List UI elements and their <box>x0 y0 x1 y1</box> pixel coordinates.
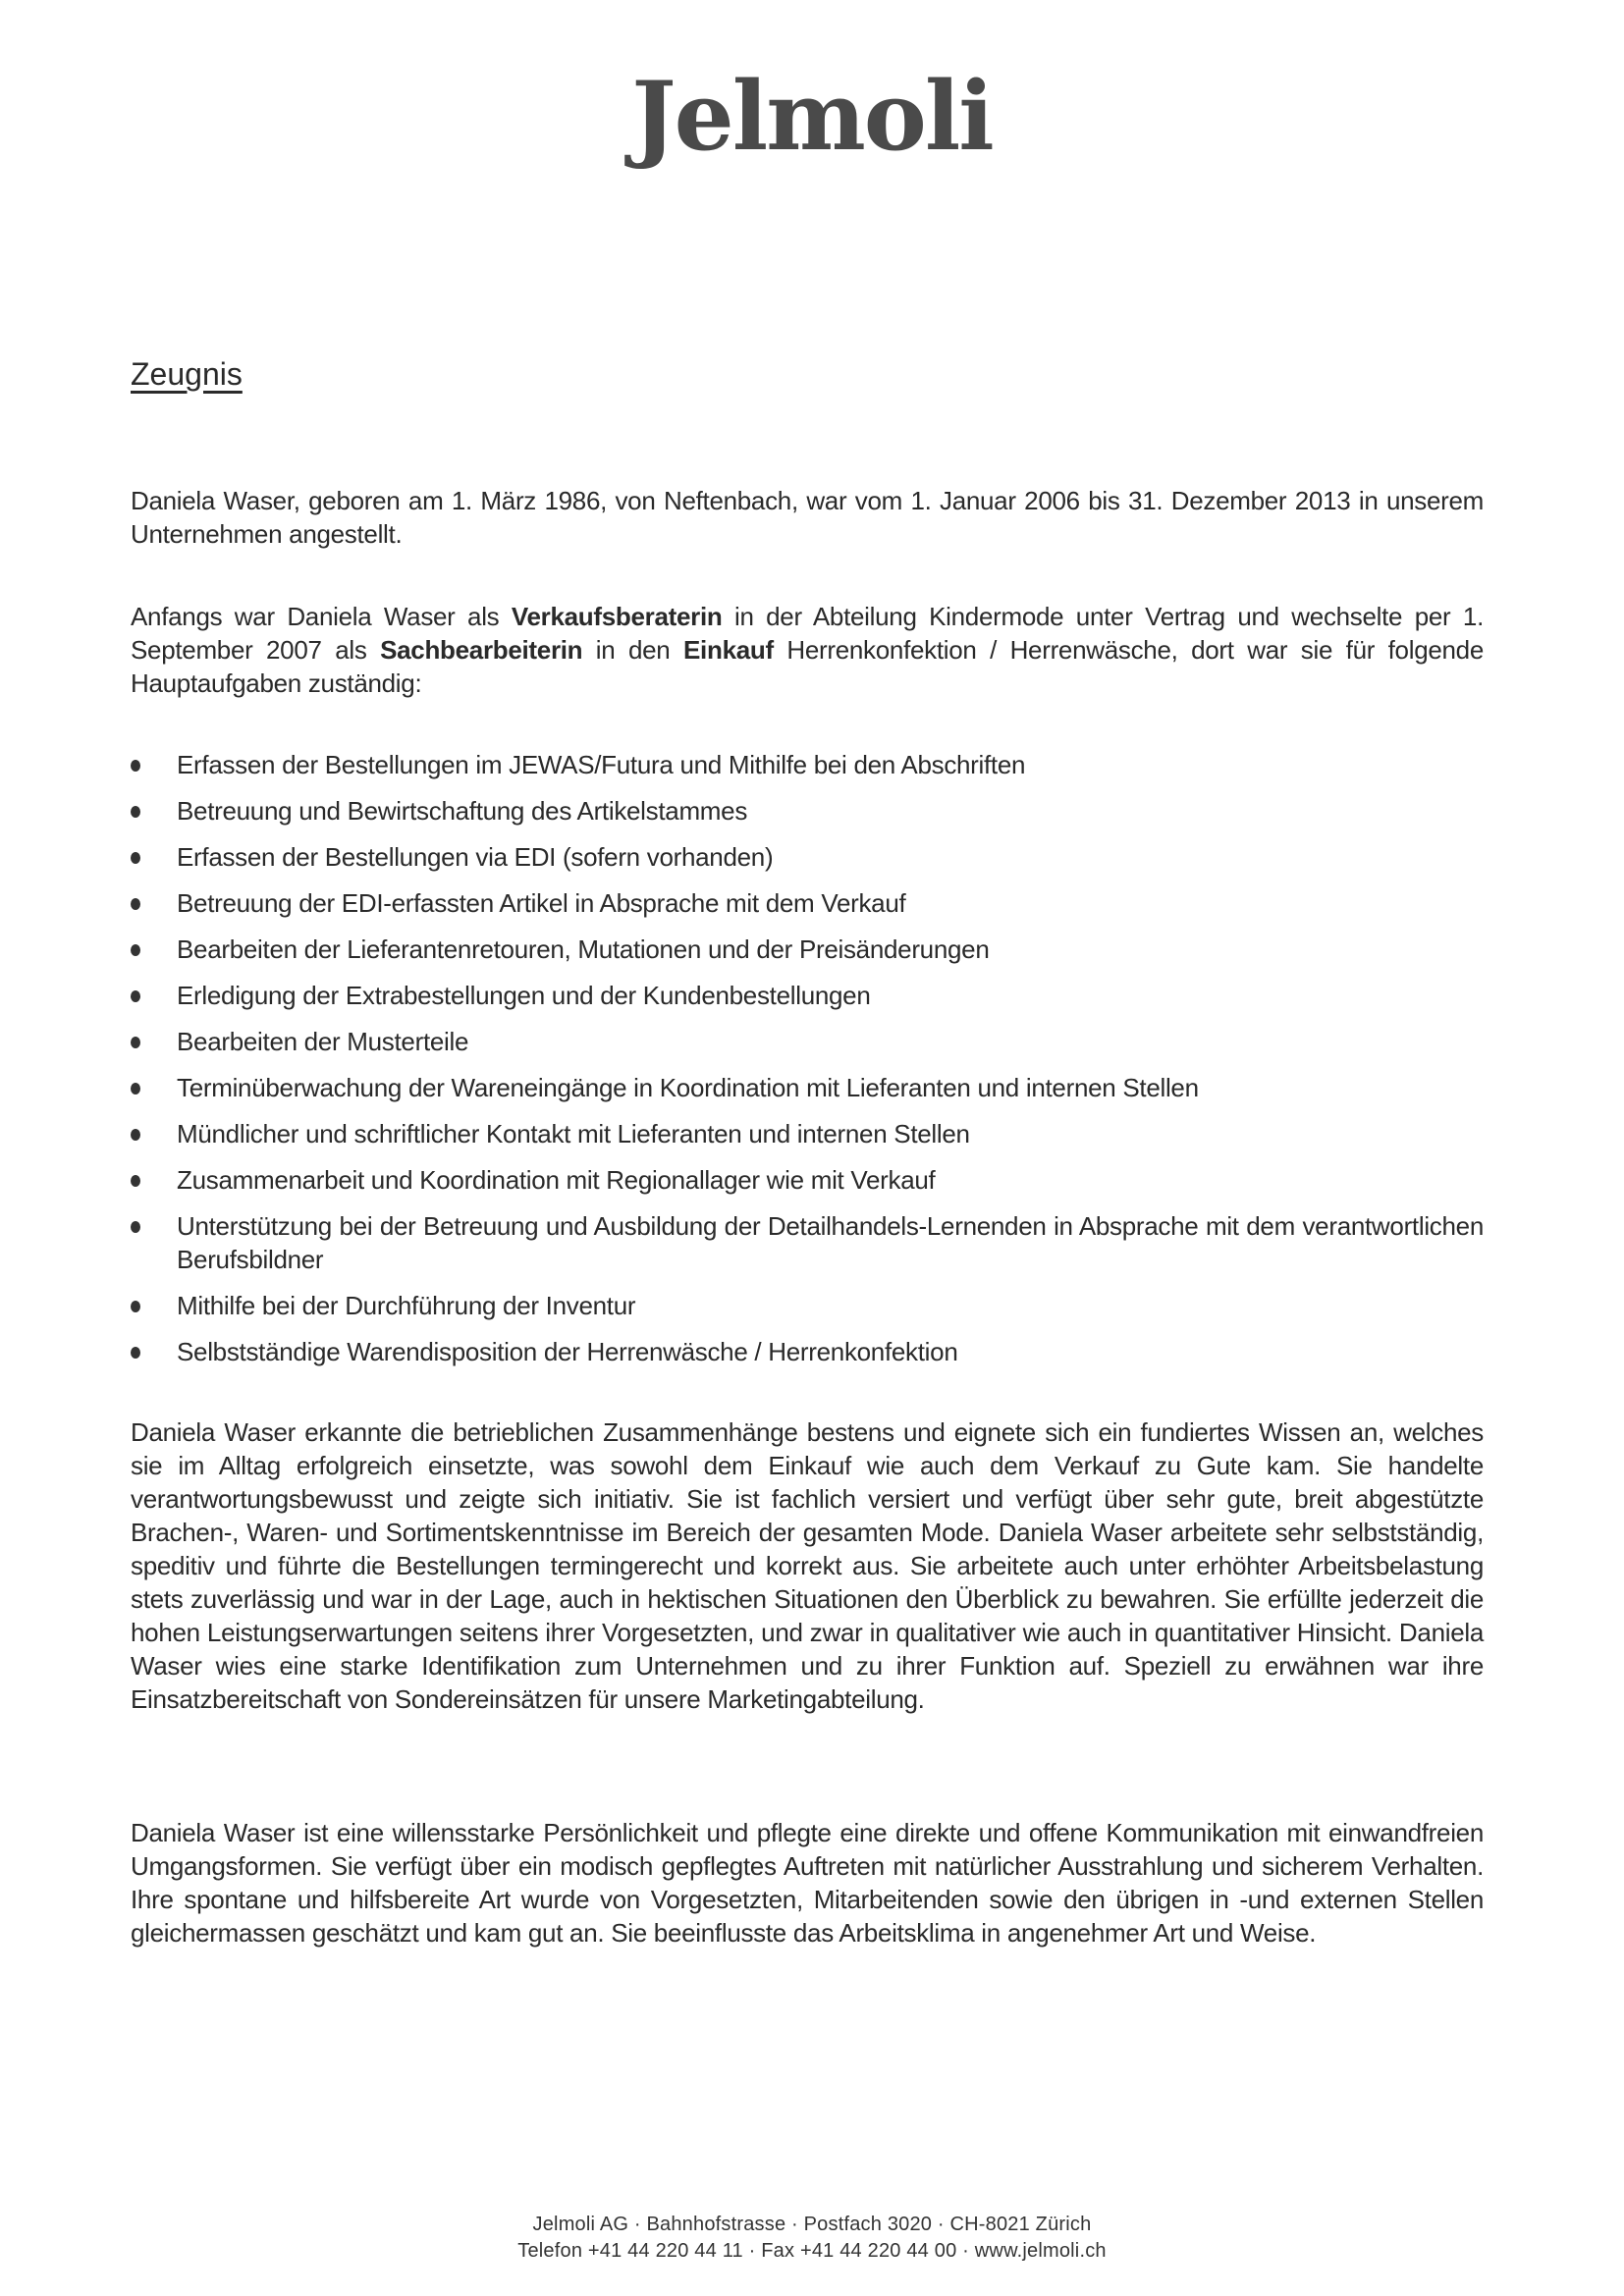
personality-paragraph: Daniela Waser ist eine willensstarke Persönlichkeit und pflegte eine direkte und offene Kommunikation mit einwandfreien Umgangsformen. Sie verfügt über ein modisch gepflegtes Auftreten mit natürlicher Ausstrahlung und sicherem Verhalten. Ihre spontane und hilfsbereite Art wurde von Vorgesetzten, Mitarbeitenden sowie den übrigen in -und externen Stellen gleichermassen geschätzt und kam gut an. Sie beeinflusste das Arbeitsklima in angenehmer Art und Weise. <box>131 1818 1484 1948</box>
role-einkauf: Einkauf <box>683 635 774 665</box>
list-item: Betreuung der EDI-erfassten Artikel in Absprache mit dem Verkauf <box>131 886 1484 920</box>
role-paragraph <box>131 600 1484 700</box>
bullet-icon <box>131 1221 140 1233</box>
list-item: Erledigung der Extrabestellungen und der Kundenbestellungen <box>131 979 1484 1012</box>
task-list <box>131 748 1484 1381</box>
list-item: Mithilfe bei der Durchführung der Inventur <box>131 1289 1484 1322</box>
bullet-icon <box>131 1347 140 1359</box>
footer-address: Jelmoli AG · Bahnhofstrasse · Postfach 3020 · CH-8021 Zürich <box>532 2214 1092 2235</box>
bullet-icon <box>131 1083 140 1095</box>
bullet-icon <box>131 760 140 772</box>
document-title: Zeugnis <box>131 356 243 392</box>
list-item: Mündlicher und schriftlicher Kontakt mit Lieferanten und internen Stellen <box>131 1117 1484 1150</box>
role-text-3: in den <box>582 635 684 665</box>
role-verkaufsberaterin: Verkaufsberaterin <box>511 602 723 631</box>
role-text-2: in der Abteilung Kindermode unter Vertrag und wechselte per 1. September 2007 als <box>131 602 1484 665</box>
list-item: Betreuung und Bewirtschaftung des Artikelstammes <box>131 794 1484 828</box>
bullet-icon <box>131 898 140 910</box>
bullet-icon <box>131 1301 140 1312</box>
list-item: Bearbeiten der Musterteile <box>131 1025 1484 1058</box>
role-sachbearbeiterin: Sachbearbeiterin <box>380 635 583 665</box>
role-text-1: Anfangs war Daniela Waser als <box>131 602 512 631</box>
list-item: Erfassen der Bestellungen via EDI (sofern vorhanden) <box>131 840 1484 874</box>
bullet-icon <box>131 806 140 818</box>
list-item: Erfassen der Bestellungen im JEWAS/Futura und Mithilfe bei den Abschriften <box>131 748 1484 781</box>
company-footer <box>0 2212 1624 2265</box>
list-item: Zusammenarbeit und Koordination mit Regionallager wie mit Verkauf <box>131 1163 1484 1197</box>
bullet-icon <box>131 1175 140 1187</box>
bullet-icon <box>131 852 140 864</box>
list-item: Bearbeiten der Lieferantenretouren, Mutationen und der Preisänderungen <box>131 933 1484 966</box>
bullet-icon <box>131 1129 140 1141</box>
intro-paragraph: Daniela Waser, geboren am 1. März 1986, von Neftenbach, war vom 1. Januar 2006 bis 31. Dezember 2013 in unserem Unternehmen angestellt. <box>131 486 1484 549</box>
bullet-icon <box>131 1037 140 1048</box>
list-item: Unterstützung bei der Betreuung und Ausbildung der Detailhandels-Lernenden in Absprache mit dem verantwortlichen Berufsbildner <box>131 1209 1484 1276</box>
bullet-icon <box>131 944 140 956</box>
performance-paragraph: Daniela Waser erkannte die betrieblichen Zusammenhänge bestens und eignete sich ein fundiertes Wissen an, welches sie im Alltag erfolgreich einsetzte, was sowohl dem Einkauf wie auch dem Verkauf zu Gute kam. Sie handelte verantwortungsbewusst und zeigte sich initiativ. Sie ist fachlich versiert und verfügt über sehr gute, breit abgestützte Brachen-, Waren- und Sortimentskenntnisse im Bereich der gesamten Mode. Daniela Waser arbeitete sehr selbstständig, speditiv und führte die Bestellungen termingerecht und korrekt aus. Sie arbeitete auch unter erhöhter Arbeitsbelastung stets zuverlässig und war in der Lage, auch in hektischen Situationen den Überblick zu bewahren. Sie erfüllte jederzeit die hohen Leistungserwartungen seitens ihrer Vorgesetzten, und zwar in qualitativer wie auch in quantitativer Hinsicht. Daniela Waser wies eine starke Identifikation zum Unternehmen und zu ihrer Funktion auf. Speziell zu erwähnen war ihre Einsatzbereitschaft von Sondereinsätzen für unsere Marketingabteilung. <box>131 1417 1484 1714</box>
list-item: Terminüberwachung der Wareneingänge in Koordination mit Lieferanten und internen Stellen <box>131 1071 1484 1104</box>
bullet-icon <box>131 990 140 1002</box>
company-logo: Jelmoli <box>631 61 993 172</box>
list-item: Selbstständige Warendisposition der Herrenwäsche / Herrenkonfektion <box>131 1335 1484 1368</box>
footer-contact: Telefon +41 44 220 44 11 · Fax +41 44 220 44 00 · www.jelmoli.ch <box>517 2240 1107 2262</box>
role-text-4: Herrenkonfektion / Herrenwäsche, dort war sie für folgende Hauptaufgaben zuständig: <box>131 635 1484 698</box>
